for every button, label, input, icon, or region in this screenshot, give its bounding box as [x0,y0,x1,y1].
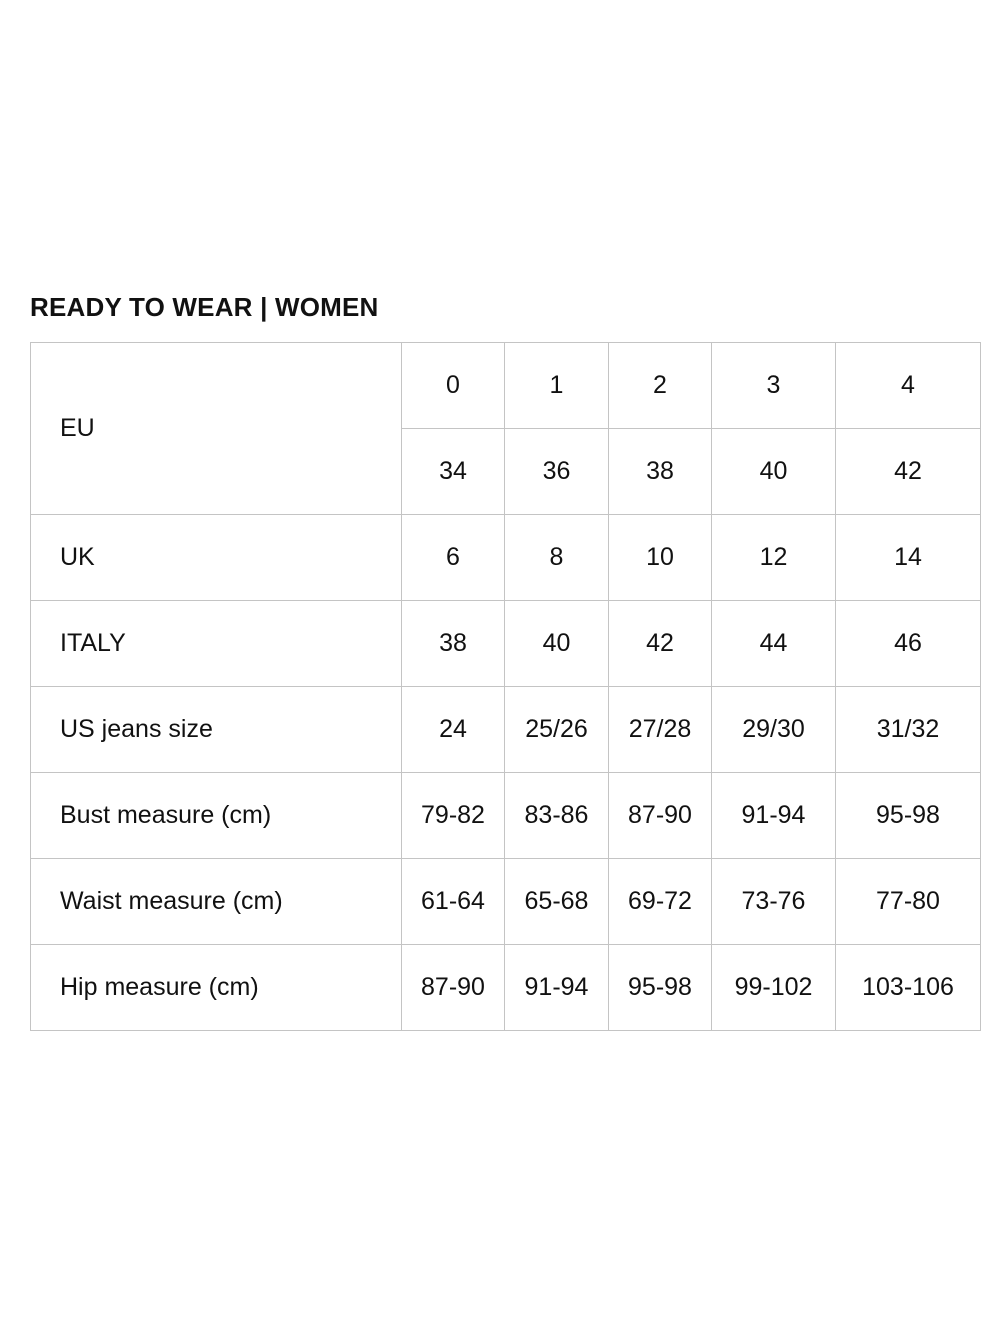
table-row-bust [31,773,981,859]
row-label: UK [31,515,402,601]
table-row-eu-sizes [31,343,981,429]
table-cell: 99-102 [712,945,836,1031]
table-cell: 77-80 [836,859,981,945]
size-chart-table [30,342,981,1031]
table-cell: 14 [836,515,981,601]
table-cell: 38 [609,429,712,515]
table-cell: 73-76 [712,859,836,945]
table-cell: 83-86 [505,773,609,859]
row-label: Waist measure (cm) [31,859,402,945]
table-cell: 8 [505,515,609,601]
table-cell: 40 [505,601,609,687]
table-cell: 34 [402,429,505,515]
row-label-eu: EU [31,343,402,515]
table-cell: 12 [712,515,836,601]
table-row-us-jeans [31,687,981,773]
table-row-uk [31,515,981,601]
table-cell: 87-90 [609,773,712,859]
table-row-hip [31,945,981,1031]
table-cell: 42 [836,429,981,515]
table-cell: 4 [836,343,981,429]
table-cell: 103-106 [836,945,981,1031]
table-cell: 36 [505,429,609,515]
table-cell: 91-94 [712,773,836,859]
table-cell: 61-64 [402,859,505,945]
table-cell: 2 [609,343,712,429]
table-cell: 95-98 [836,773,981,859]
table-cell: 27/28 [609,687,712,773]
table-cell: 69-72 [609,859,712,945]
table-cell: 29/30 [712,687,836,773]
table-cell: 3 [712,343,836,429]
table-cell: 24 [402,687,505,773]
table-cell: 10 [609,515,712,601]
table-cell: 25/26 [505,687,609,773]
table-cell: 31/32 [836,687,981,773]
row-label: Bust measure (cm) [31,773,402,859]
row-label: US jeans size [31,687,402,773]
table-cell: 46 [836,601,981,687]
table-cell: 44 [712,601,836,687]
row-label: Hip measure (cm) [31,945,402,1031]
table-cell: 38 [402,601,505,687]
table-row-waist [31,859,981,945]
table-cell: 79-82 [402,773,505,859]
table-cell: 87-90 [402,945,505,1031]
table-cell: 42 [609,601,712,687]
table-cell: 91-94 [505,945,609,1031]
page-title: READY TO WEAR | WOMEN [30,292,379,322]
table-row-italy [31,601,981,687]
table-cell: 6 [402,515,505,601]
table-cell: 1 [505,343,609,429]
table-cell: 40 [712,429,836,515]
table-cell: 65-68 [505,859,609,945]
row-label: ITALY [31,601,402,687]
table-cell: 95-98 [609,945,712,1031]
table-cell: 0 [402,343,505,429]
